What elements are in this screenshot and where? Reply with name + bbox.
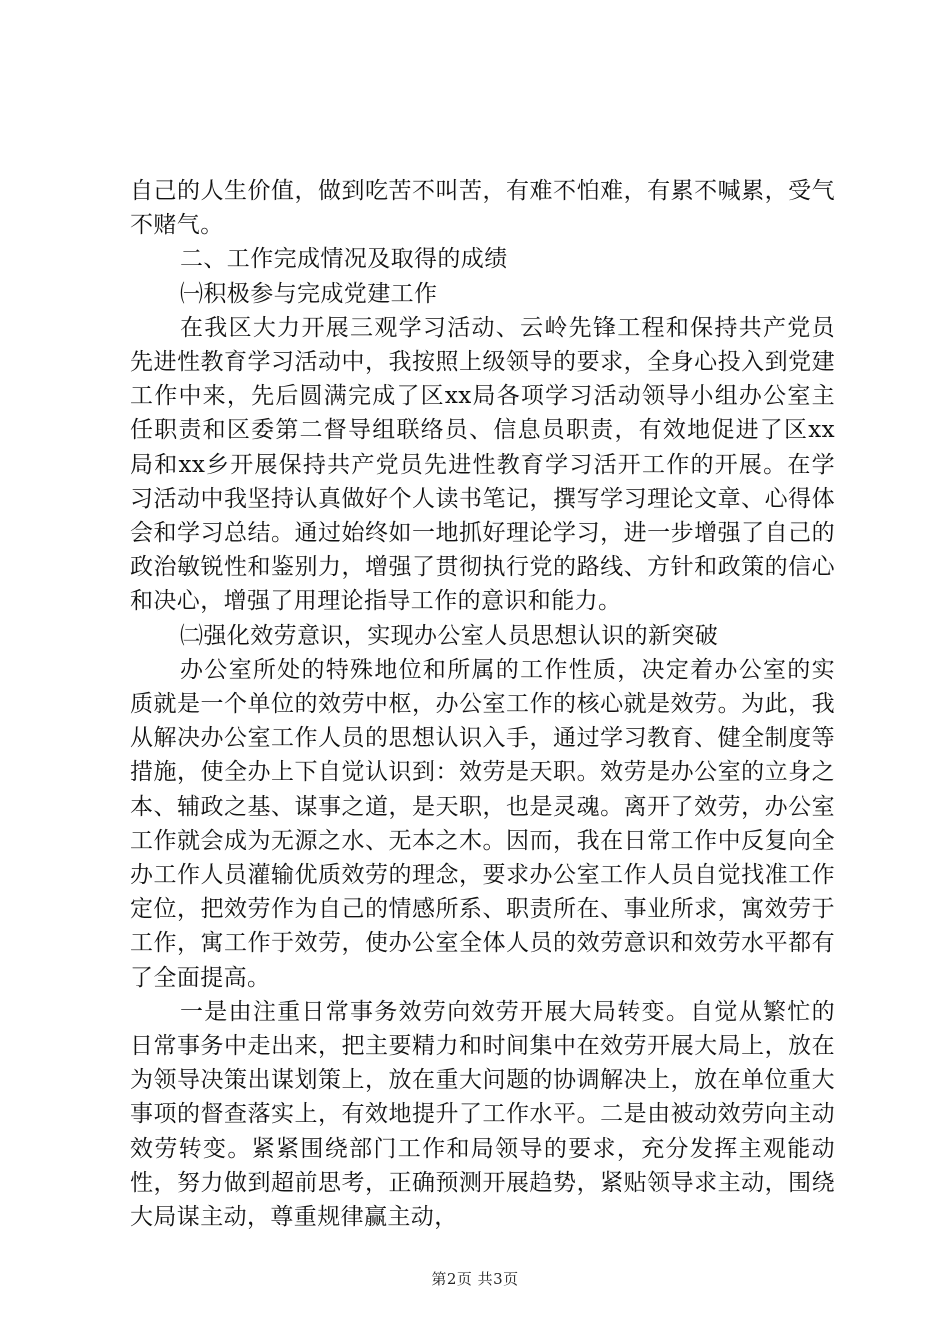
section-heading: 二、工作完成情况及取得的成绩	[180, 246, 508, 273]
paragraph: 自己的人生价值，做到吃苦不叫苦，有难不怕难，有累不喊累，受气不赌气。	[130, 178, 835, 239]
paragraph: 在我区大力开展三观学习活动、云岭先锋工程和保持共产党员先进性教育学习活动中，我按照上级领导的要求，全身心投入到党建工作中来，先后圆满完成了区xx局各项学习活动领导小组办公室主任职责和区委第二督导组联络员、信息员职责，有效地促进了区xx局和xx乡开展保持共产党员先进性教育学习活开工作的开展。在学习活动中我坚持认真做好个人读书笔记，撰写学习理论文章、心得体会和学习总结。通过始终如一地抓好理论学习，进一步增强了自己的政治敏锐性和鉴别力，增强了贯彻执行党的路线、方针和政策的信心和决心，增强了用理论指导工作的意识和能力。	[130, 314, 835, 615]
paragraph: 办公室所处的特殊地位和所属的工作性质，决定着办公室的实质就是一个单位的效劳中枢，办公室工作的核心就是效劳。为此，我从解决办公室工作人员的思想认识入手，通过学习教育、健全制度等措施，使全办上下自觉认识到：效劳是天职。效劳是办公室的立身之本、辅政之基、谋事之道，是天职，也是灵魂。离开了效劳，办公室工作就会成为无源之水、无本之木。因而，我在日常工作中反复向全办工作人员灌输优质效劳的理念，要求办公室工作人员自觉找准工作定位，把效劳作为自己的情感所系、职责所在、事业所求，寓效劳于工作，寓工作于效劳，使办公室全体人员的效劳意识和效劳水平都有了全面提高。	[130, 656, 835, 991]
document-body	[130, 174, 835, 1234]
subsection-heading: ㈠积极参与完成党建工作	[180, 280, 438, 307]
page-footer: 第2页 共3页	[431, 1270, 519, 1288]
subsection-heading: ㈡强化效劳意识，实现办公室人员思想认识的新突破	[180, 622, 719, 649]
paragraph: 一是由注重日常事务效劳向效劳开展大局转变。自觉从繁忙的日常事务中走出来，把主要精力和时间集中在效劳开展大局上，放在为领导决策出谋划策上，放在重大问题的协调解决上，放在单位重大事项的督查落实上，有效地提升了工作水平。二是由被动效劳向主动效劳转变。紧紧围绕部门工作和局领导的要求，充分发挥主观能动性，努力做到超前思考，正确预测开展趋势，紧贴领导求主动，围绕大局谋主动，尊重规律赢主动，	[130, 998, 835, 1231]
